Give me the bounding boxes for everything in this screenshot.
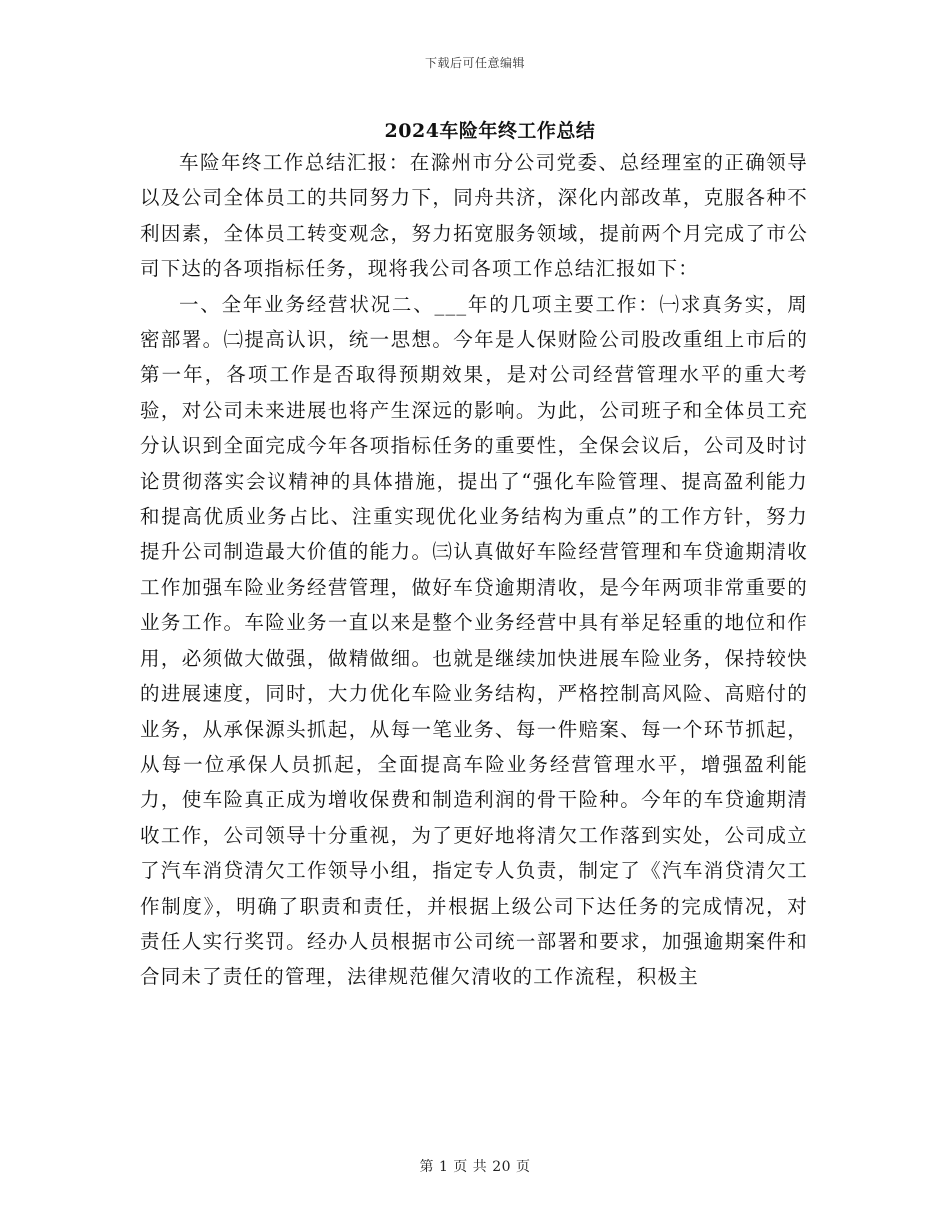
page-footer: 第 1 页 共 20 页 bbox=[419, 1159, 531, 1175]
paragraph-intro: 车险年终工作总结汇报：在滁州市分公司党委、总经理室的正确领导以及公司全体员工的共同努力下，同舟共济，深化内部改革，克服各种不利因素，全体员工转变观念，努力拓宽服务领域，提前两个月完成了市公司下达的各项指标任务，现将我公司各项工作总结汇报如下： bbox=[140, 151, 808, 281]
document-body bbox=[140, 145, 808, 995]
paragraph-main-work: 一、全年业务经营状况二、___年的几项主要工作：㈠求真务实，周密部署。㈡提高认识，统一思想。今年是人保财险公司股改重组上市后的第一年，各项工作是否取得预期效果，是对公司经营管理水平的重大考验，对公司未来进展也将产生深远的影响。为此，公司班子和全体员工充分认识到全面完成今年各项指标任务的重要性，全保会议后，公司及时讨论贯彻落实会议精神的具体措施，提出了“强化车险管理、提高盈利能力和提高优质业务占比、注重实现优化业务结构为重点”的工作方针，努力提升公司制造最大价值的能力。㈢认真做好车险经营管理和车贷逾期清收工作加强车险业务经营管理，做好车贷逾期清收，是今年两项非常重要的业务工作。车险业务一直以来是整个业务经营中具有举足轻重的地位和作用，必须做大做强，做精做细。也就是继续加快进展车险业务，保持较快的进展速度，同时，大力优化车险业务结构，严格控制高风险、高赔付的业务，从承保源头抓起，从每一笔业务、每一件赔案、每一个环节抓起，从每一位承保人员抓起，全面提高车险业务经营管理水平，增强盈利能力，使车险真正成为增收保费和制造利润的骨干险种。今年的车贷逾期清收工作，公司领导十分重视，为了更好地将清欠工作落到实处，公司成立了汽车消贷清欠工作领导小组，指定专人负责，制定了《汽车消贷清欠工作制度》，明确了职责和责任，并根据上级公司下达任务的完成情况，对责任人实行奖罚。经办人员根据市公司统一部署和要求，加强逾期案件和合同未了责任的管理，法律规范催欠清收的工作流程，积极主 bbox=[140, 292, 808, 989]
document-title: 2024车险年终工作总结 bbox=[384, 120, 596, 142]
header-note: 下载后可任意编辑 bbox=[424, 56, 525, 70]
